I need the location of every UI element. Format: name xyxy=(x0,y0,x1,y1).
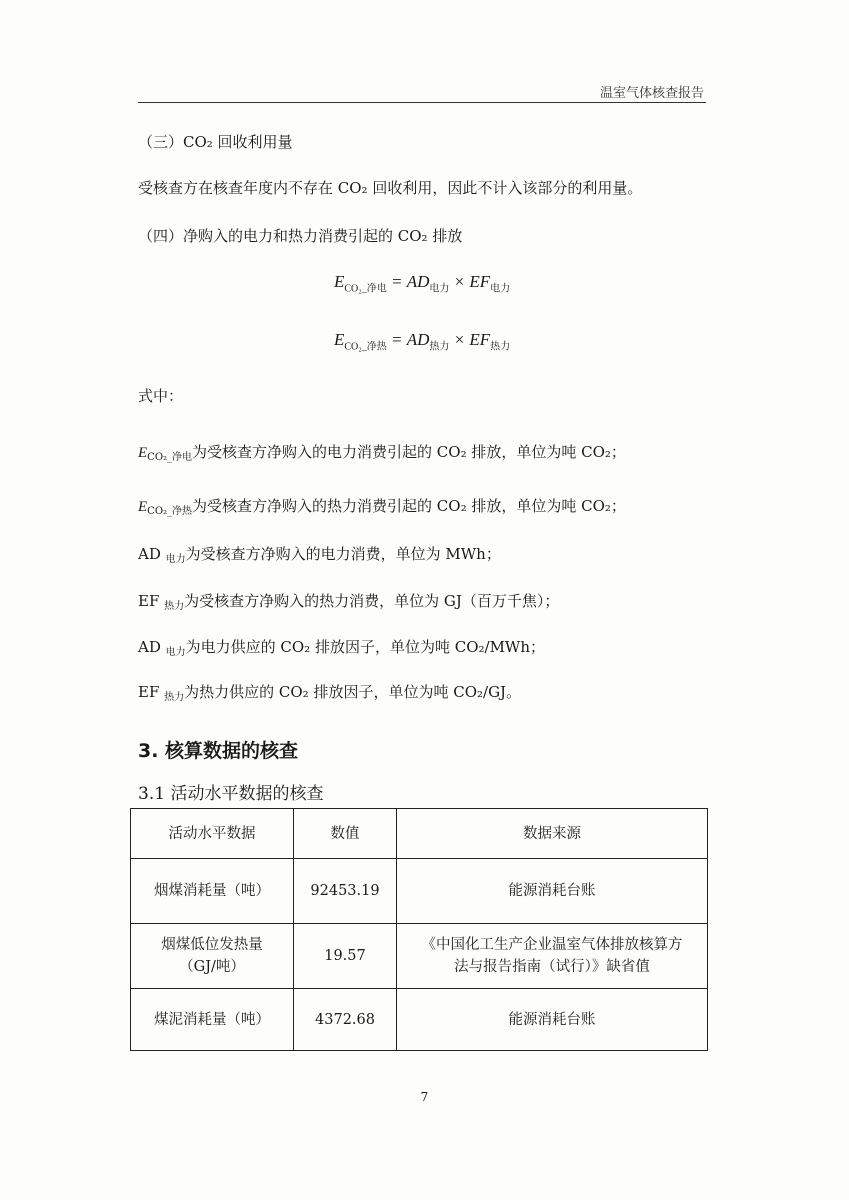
table-cell: 92453.19 xyxy=(294,859,397,924)
table-cell: 能源消耗台账 xyxy=(397,859,708,924)
table-cell: 《中国化工生产企业温室气体排放核算方 法与报告指南（试行）》缺省值 xyxy=(397,924,708,989)
table-header-row xyxy=(131,809,708,859)
header-title: 温室气体核查报告 xyxy=(599,86,704,101)
table-cell: 4372.68 xyxy=(294,989,397,1051)
definition-item: AD $_{电力}$为受核查方净购入的电力消费，单位为 MWh； xyxy=(138,545,501,565)
definition-item: $E_{CO_2\_净热}$为受核查方净购入的热力消费引起的 CO₂ 排放，单位为吨 CO₂； xyxy=(138,497,626,517)
definition-item: EF $_{热力}$为受核查方净购入的热力消费，单位为 GJ（百万千焦）； xyxy=(138,592,560,612)
subsection-heading: 3.1 活动水平数据的核查 xyxy=(138,784,324,804)
table-cell: 烟煤低位发热量 （GJ/吨） xyxy=(131,924,294,989)
table-row xyxy=(131,924,708,989)
definition-item: AD $_{电力}$为电力供应的 CO₂ 排放因子，单位为吨 CO₂/MWh； xyxy=(138,638,546,658)
table-row xyxy=(131,989,708,1051)
formula-electricity: $E_{CO_2\_净电} = AD_{电力} \times EF_{电力}$ xyxy=(334,272,511,295)
table-cell: 能源消耗台账 xyxy=(397,989,708,1051)
page-header xyxy=(138,80,706,103)
section-heading-co2-recovery: （三）CO₂ 回收利用量 xyxy=(138,133,293,151)
table-cell: 烟煤消耗量（吨） xyxy=(131,859,294,924)
page-number: 7 xyxy=(420,1090,429,1104)
section-heading-purchased-energy: （四）净购入的电力和热力消费引起的 CO₂ 排放 xyxy=(138,227,463,245)
definition-item: $E_{CO_2\_净电}$为受核查方净购入的电力消费引起的 CO₂ 排放，单位为吨 CO₂； xyxy=(138,443,626,463)
activity-data-table xyxy=(130,808,708,1051)
table-row xyxy=(131,859,708,924)
table-cell: 19.57 xyxy=(294,924,397,989)
table-cell: 煤泥消耗量（吨） xyxy=(131,989,294,1051)
formula-heat: $E_{CO_2\_净热} = AD_{热力} \times EF_{热力}$ xyxy=(334,330,511,353)
definition-item: EF $_{热力}$为热力供应的 CO₂ 排放因子，单位为吨 CO₂/GJ。 xyxy=(138,683,522,703)
co2-recovery-text: 受核查方在核查年度内不存在 CO₂ 回收利用，因此不计入该部分的利用量。 xyxy=(138,179,643,197)
table-header-cell: 数据来源 xyxy=(397,809,708,859)
table-header-cell: 活动水平数据 xyxy=(131,809,294,859)
where-label: 式中： xyxy=(138,387,184,405)
chapter-heading: 3. 核算数据的核查 xyxy=(138,740,299,762)
table-header-cell: 数值 xyxy=(294,809,397,859)
